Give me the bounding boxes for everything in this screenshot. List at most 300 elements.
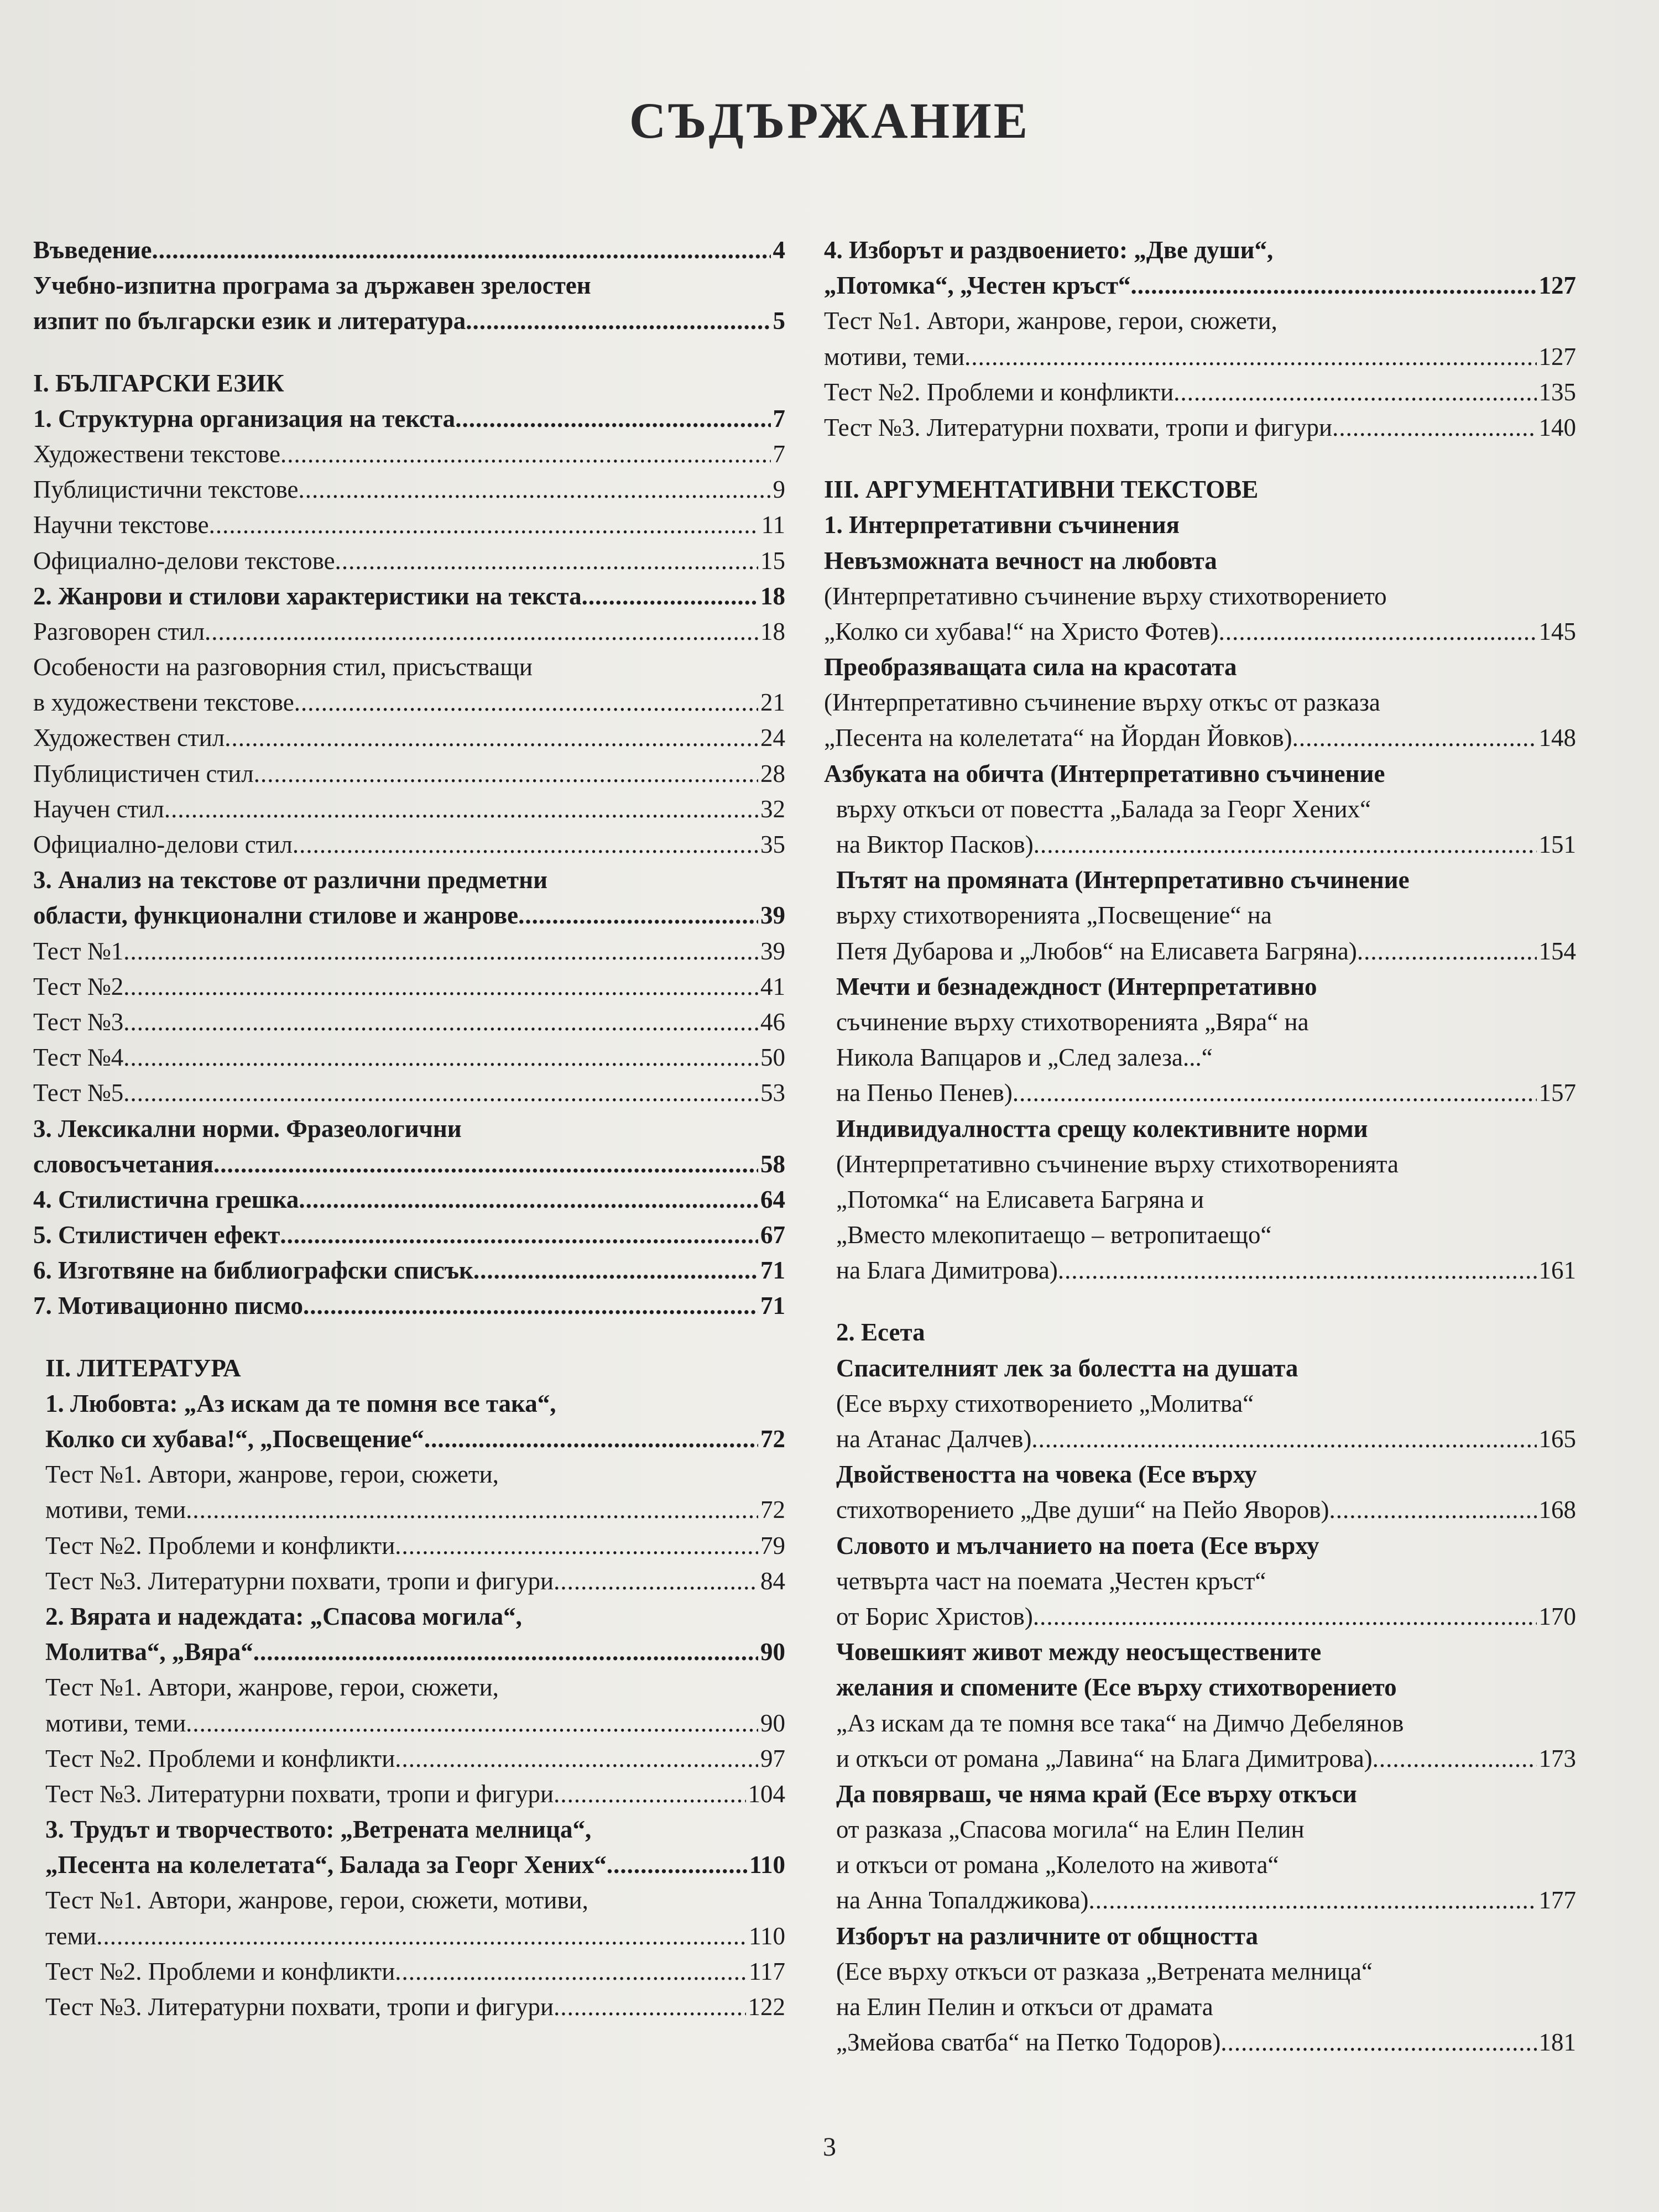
toc-entry-text: Научен стил [33,795,164,823]
toc-entry-text: (Интерпретативно съчинение върху откъс от разказа [824,688,1380,717]
toc-entry [33,614,785,649]
toc-entry [824,1217,1576,1253]
toc-entry [824,827,1576,862]
toc-entry-text: Официално-делови текстове [33,546,335,575]
toc-entry-text: на Атанас Далчев) [836,1425,1032,1453]
toc-entry [33,366,785,401]
toc-entry [33,827,785,862]
toc-entry-page: 4 [773,236,785,264]
dot-leader [280,436,771,472]
toc-column-right [824,232,1576,2060]
toc-entry [824,268,1576,303]
toc-entry-text: Преобразяващата сила на красотата [824,653,1237,681]
toc-entry-text: „Песента на колелетата“ на Йордан Йовков) [824,724,1292,752]
toc-entry-page: 181 [1538,2028,1576,2057]
toc-entry-text: на Елин Пелин и откъси от драмата [836,1993,1213,2021]
toc-entry-text: III. АРГУМЕНТАТИВНИ ТЕКСТОВЕ [824,476,1259,504]
toc-entry [33,1989,785,2025]
toc-entry-text: „Песента на колелетата“, Балада за Георг Хених“ [45,1851,607,1879]
toc-entry-text: Тест №3. Литературни похвати, тропи и фигури [45,1567,554,1595]
toc-entry-text: желания и спомените (Есе върху стихотворението [836,1673,1397,1702]
toc-entry [824,374,1576,410]
toc-entry [33,1599,785,1634]
toc-entry-text: Учебно-изпитна програма за държавен зрелостен [33,272,591,300]
toc-entry-page: 170 [1538,1602,1576,1630]
dot-leader [164,791,758,827]
dot-leader [1219,614,1537,649]
toc-entry-page: 127 [1538,272,1576,300]
toc-entry-page: 9 [773,476,785,504]
toc-entry [824,578,1576,614]
toc-entry [33,507,785,542]
toc-entry [33,969,785,1004]
dot-leader [518,898,758,933]
toc-entry-text: съчинение върху стихотворенията „Вяра“ на [836,1008,1309,1036]
dot-leader [1373,1741,1537,1776]
dot-leader [96,1918,747,1954]
toc-entry-text: „Потомка“, „Честен кръст“ [824,272,1131,300]
dot-leader [395,1741,758,1776]
dot-leader [299,1182,758,1217]
toc-entry-text: Особености на разговорния стил, присъстващи [33,653,533,681]
toc-entry [33,268,785,303]
toc-entry-text: мотиви, теми [45,1496,186,1524]
toc-entry-text: 1. Интерпретативни съчинения [824,511,1180,539]
toc-entry-page: 154 [1538,937,1576,965]
toc-entry [824,1457,1576,1492]
dot-leader [294,685,758,720]
toc-entry [33,1421,785,1457]
toc-entry [824,543,1576,578]
toc-entry-page: 110 [749,1851,785,1879]
toc-entry [824,1741,1576,1776]
toc-entry-page: 64 [760,1185,785,1213]
toc-entry [824,1040,1576,1075]
toc-entry-text: Невъзможната вечност на любовта [824,546,1217,575]
toc-entry [824,1075,1576,1110]
toc-entry-text: Словото и мълчанието на поета (Есе върху [836,1531,1319,1559]
toc-entry [824,1954,1576,1989]
dot-leader [254,756,758,791]
toc-entry-text: Тест №5 [33,1079,124,1107]
toc-entry-page: 24 [760,724,785,752]
toc-entry-text: Тест №1. Автори, жанрове, герои, сюжети, мотиви, [45,1886,588,1914]
dot-leader [303,1288,758,1323]
dot-leader [395,1528,758,1563]
toc-entry-text: 3. Трудът и творчеството: „Ветрената мелница“, [45,1815,592,1844]
dot-leader [1220,2025,1536,2060]
dot-leader [225,720,758,755]
toc-entry-page: 58 [760,1150,785,1178]
toc-entry [33,933,785,969]
toc-entry-text: „Аз искам да те помня все така“ на Димчо Дебелянов [836,1709,1404,1737]
toc-entry [824,1146,1576,1182]
toc-entry-text: Никола Вапцаров и „След залеза...“ [836,1044,1213,1072]
toc-entry [824,1705,1576,1741]
dot-leader [395,1954,747,1989]
toc-entry-text: и откъси от романа „Колелото на живота“ [836,1851,1279,1879]
toc-entry-text: Тест №2. Проблеми и конфликти [824,378,1174,406]
toc-entry-text: в художествени текстове [33,688,294,717]
toc-entry-page: 90 [760,1638,785,1666]
toc-entry-text: Художествени текстове [33,440,280,468]
toc-entry-page: 39 [760,937,785,965]
dot-leader [1058,1253,1537,1288]
toc-entry-text: 2. Есета [836,1318,925,1347]
toc-entry [824,1563,1576,1599]
toc-entry-text: II. ЛИТЕРАТУРА [45,1354,241,1382]
toc-entry-text: „Вместо млекопитаещо – ветропитаещо“ [836,1221,1272,1249]
dot-leader [1033,1599,1537,1634]
toc-entry-page: 72 [760,1425,785,1453]
dot-leader [1292,720,1537,755]
toc-entry-page: 173 [1538,1744,1576,1772]
toc-entry-page: 67 [760,1221,785,1249]
toc-entry-page: 97 [760,1744,785,1772]
toc-entry [33,1146,785,1182]
toc-entry [824,862,1576,898]
toc-entry [33,543,785,578]
toc-entry-text: Пътят на промяната (Интерпретативно съчинение [836,866,1410,894]
dot-leader [253,1634,758,1670]
dot-leader [1088,1882,1536,1918]
toc-entry-text: 3. Анализ на текстове от различни предметни [33,866,547,894]
toc-entry [824,1989,1576,2025]
toc-entry [33,1350,785,1386]
toc-entry-page: 18 [760,617,785,645]
toc-entry-page: 127 [1538,342,1576,371]
toc-entry [33,720,785,755]
toc-entry-text: „Змейова сватба“ на Петко Тодоров) [836,2028,1221,2057]
toc-entry-text: Тест №3 [33,1008,124,1036]
toc-entry-page: 71 [760,1256,785,1285]
dot-leader [554,1989,745,2025]
toc-entry-text: Мечти и безнадеждност (Интерпретативно [836,972,1317,1000]
toc-entry [33,401,785,436]
toc-entry-text: от Борис Христов) [836,1602,1033,1630]
toc-entry [824,685,1576,720]
toc-entry-page: 5 [773,307,785,335]
toc-entry-text: четвърта част на поемата „Честен кръст“ [836,1567,1266,1595]
dot-leader [582,578,758,614]
toc-entry-page: 177 [1538,1886,1576,1914]
toc-entry-text: на Виктор Пасков) [836,831,1034,858]
toc-entry-text: Художествен стил [33,724,225,752]
toc-entry-page: 15 [760,546,785,575]
toc-entry [824,933,1576,969]
toc-entry-text: 4. Стилистична грешка [33,1185,299,1213]
toc-entry [824,1314,1576,1350]
toc-entry [824,1421,1576,1457]
dot-leader [1013,1075,1537,1110]
toc-entry-text: Тест №2. Проблеми и конфликти [45,1957,395,1985]
toc-entry-text: 3. Лексикални норми. Фразеологични [33,1114,462,1142]
toc-entry [33,649,785,685]
toc-entry-text: Спасителният лек за болестта на душата [836,1354,1298,1382]
toc-entry-text: 6. Изготвяне на библиографски списък [33,1256,473,1285]
toc-entry-text: (Интерпретативно съчинение върху стихотворенията [836,1150,1399,1178]
toc-entry-page: 32 [760,795,785,823]
toc-entry [824,472,1576,507]
dot-leader [1131,268,1537,303]
toc-entry [33,1954,785,1989]
toc-entry [33,1217,785,1253]
toc-entry [824,339,1576,374]
toc-entry-text: Въведение [33,236,152,264]
toc-entry-text: Тест №1 [33,937,124,965]
toc-entry [824,649,1576,685]
toc-entry-page: 145 [1538,617,1576,645]
dot-leader [186,1492,758,1527]
toc-entry-text: Тест №3. Литературни похвати, тропи и фигури [824,413,1333,441]
toc-entry-text: на Анна Топалджикова) [836,1886,1089,1914]
toc-entry-page: 151 [1538,831,1576,858]
toc-entry-page: 7 [773,404,785,432]
toc-entry [33,1040,785,1075]
toc-entry [33,1253,785,1288]
toc-entry-page: 50 [760,1044,785,1072]
toc-entry [33,1847,785,1882]
toc-entry [33,1882,785,1918]
toc-entry [33,756,785,791]
dot-leader [123,1004,758,1040]
dot-leader [213,1146,758,1182]
toc-entry-text: Индивидуалността срещу колективните норми [836,1114,1368,1142]
toc-entry-text: върху откъси от повестта „Балада за Георг Хених“ [836,795,1371,823]
toc-entry [33,1918,785,1954]
dot-leader [152,232,771,268]
toc-entry-page: 18 [760,582,785,610]
toc-entry [33,685,785,720]
dot-leader [335,543,758,578]
toc-entry-page: 79 [760,1531,785,1559]
toc-entry [33,472,785,507]
toc-entry [33,303,785,338]
page-number: 3 [823,2132,836,2162]
toc-entry-page: 117 [749,1957,785,1985]
toc-entry [824,1350,1576,1386]
toc-entry [33,436,785,472]
toc-entry-page: 72 [760,1496,785,1524]
toc-entry [33,1288,785,1323]
toc-entry [824,410,1576,445]
toc-entry-text: Тест №2 [33,972,124,1000]
toc-entry [824,2025,1576,2060]
toc-entry-text: 1. Структурна организация на текста [33,404,456,432]
toc-entry [824,969,1576,1004]
toc-entry-text: Петя Дубарова и „Любов“ на Елисавета Багряна) [836,937,1357,965]
toc-entry [824,1182,1576,1217]
dot-leader [123,933,758,969]
toc-entry-text: Разговорен стил [33,617,205,645]
toc-entry [824,1918,1576,1954]
toc-entry [33,1386,785,1421]
toc-entry-text: Научни текстове [33,511,209,539]
toc-entry [33,232,785,268]
toc-entry [824,1386,1576,1421]
toc-entry-text: „Колко си хубава!“ на Христо Фотев) [824,617,1219,645]
toc-entry [33,1457,785,1492]
toc-entry-text: Двойствеността на човека (Есе върху [836,1460,1257,1489]
dot-leader [473,1253,758,1288]
dot-leader [1357,933,1537,969]
toc-entry-text: 7. Мотивационно писмо [33,1292,303,1320]
toc-entry [33,791,785,827]
toc-entry-page: 168 [1538,1496,1576,1524]
toc-entry-page: 161 [1538,1256,1576,1285]
toc-entry-page: 148 [1538,724,1576,752]
dot-leader [209,507,759,542]
dot-leader [205,614,758,649]
toc-entry-page: 11 [761,511,785,539]
toc-entry-page: 7 [773,440,785,468]
toc-entry-page: 53 [760,1079,785,1107]
toc-entry-text: Тест №4 [33,1044,124,1072]
toc-entry-text: мотиви, теми [45,1709,186,1737]
page-title: СЪДЪРЖАНИЕ [629,92,1030,149]
toc-entry-text: Тест №3. Литературни похвати, тропи и фигури [45,1780,554,1808]
toc-entry-page: 71 [760,1292,785,1320]
toc-entry [824,1812,1576,1847]
toc-entry-text: 4. Изборът и раздвоението: „Две души“, [824,236,1274,264]
toc-entry [33,1634,785,1670]
toc-entry [824,1882,1576,1918]
toc-entry [824,1492,1576,1527]
toc-entry-page: 28 [760,759,785,787]
toc-entry-text: мотиви, теми [824,342,965,371]
dot-leader [299,472,771,507]
toc-entry [824,303,1576,338]
toc-entry-text: теми [45,1922,97,1950]
toc-entry-page: 157 [1538,1079,1576,1107]
toc-entry-text: стихотворението „Две души“ на Пейо Яворов) [836,1496,1329,1524]
toc-entry-page: 122 [748,1993,785,2021]
toc-entry-text: области, функционални стилове и жанрове [33,901,519,930]
dot-leader [1031,1421,1536,1457]
toc-entry [824,232,1576,268]
toc-entry-text: Азбуката на обичта (Интерпретативно съчинение [824,759,1385,787]
toc-entry [824,1253,1576,1288]
dot-leader [280,1217,758,1253]
toc-entry [33,898,785,933]
toc-entry [824,614,1576,649]
toc-entry-text: изпит по български език и литература [33,307,466,335]
toc-entry [824,1111,1576,1146]
toc-entry-text: 2. Жанрови и стилови характеристики на текста [33,582,582,610]
toc-entry-page: 110 [749,1922,785,1950]
dot-leader [1329,1492,1536,1527]
toc-entry [824,898,1576,933]
toc-entry [33,1182,785,1217]
toc-entry [824,756,1576,791]
toc-entry-text: от разказа „Спасова могила“ на Елин Пелин [836,1815,1305,1844]
dot-leader [554,1776,745,1812]
dot-leader [123,969,758,1004]
dot-leader [466,303,770,338]
toc-entry [824,1528,1576,1563]
dot-leader [1332,410,1536,445]
toc-entry [824,791,1576,827]
dot-leader [554,1563,758,1599]
dot-leader [607,1847,747,1882]
dot-leader [123,1075,758,1110]
toc-entry-text: Тест №1. Автори, жанрове, герои, сюжети, [45,1673,499,1702]
toc-entry-text: 2. Вярата и надеждата: „Спасова могила“, [45,1602,522,1630]
toc-entry-text: 1. Любовта: „Аз искам да те помня все така“, [45,1389,556,1417]
dot-leader [424,1421,758,1457]
toc-column-left [33,232,785,2025]
toc-entry-text: Тест №3. Литературни похвати, тропи и фигури [45,1993,554,2021]
dot-leader [1034,827,1537,862]
toc-entry [33,578,785,614]
toc-entry-text: (Есе върху стихотворението „Молитва“ [836,1389,1254,1417]
toc-entry-text: Човешкият живот между неосъществените [836,1638,1322,1666]
toc-entry [824,1776,1576,1812]
toc-entry-text: на Пеньо Пенев) [836,1079,1013,1107]
toc-entry-page: 46 [760,1008,785,1036]
toc-entry-page: 41 [760,972,785,1000]
toc-entry-page: 21 [760,688,785,717]
dot-leader [293,827,758,862]
toc-entry [33,1004,785,1040]
toc-entry [33,1563,785,1599]
toc-entry [33,1492,785,1527]
toc-entry-text: на Блага Димитрова) [836,1256,1058,1285]
toc-entry [33,1528,785,1563]
toc-entry-page: 39 [760,901,785,930]
toc-entry-text: Молитва“, „Вяра“ [45,1638,253,1666]
toc-entry [824,1634,1576,1670]
toc-entry [33,1111,785,1146]
toc-entry-text: словосъчетания [33,1150,214,1178]
toc-entry [824,1599,1576,1634]
toc-entry-text: Официално-делови стил [33,831,293,858]
toc-entry-text: Тест №2. Проблеми и конфликти [45,1531,395,1559]
toc-entry-text: „Потомка“ на Елисавета Багряна и [836,1185,1204,1213]
toc-entry-text: I. БЪЛГАРСКИ ЕЗИК [33,369,284,397]
toc-entry-text: Публицистични текстове [33,476,299,504]
toc-entry-text: Тест №1. Автори, жанрове, герои, сюжети, [45,1460,499,1489]
toc-entry-text: (Интерпретативно съчинение върху стихотворението [824,582,1387,610]
toc-entry-text: Колко си хубава!“, „Посвещение“ [45,1425,424,1453]
toc-entry-page: 35 [760,831,785,858]
toc-entry-page: 104 [748,1780,785,1808]
toc-entry-page: 135 [1538,378,1576,406]
toc-entry-text: Тест №1. Автори, жанрове, герои, сюжети, [824,307,1277,335]
toc-entry-page: 165 [1538,1425,1576,1453]
toc-entry [824,507,1576,542]
toc-entry-text: върху стихотворенията „Посвещение“ на [836,901,1272,930]
toc-entry [33,1670,785,1705]
dot-leader [1173,374,1536,410]
toc-entry-page: 84 [760,1567,785,1595]
toc-entry-page: 140 [1538,413,1576,441]
toc-entry-text: Публицистичен стил [33,759,254,787]
dot-leader [455,401,770,436]
toc-entry-text: и откъси от романа „Лавина“ на Блага Димитрова) [836,1744,1373,1772]
toc-entry [33,1705,785,1741]
dot-leader [964,339,1536,374]
toc-entry-text: (Есе върху откъси от разказа „Ветрената мелница“ [836,1957,1373,1985]
toc-entry [33,1741,785,1776]
toc-entry [824,1004,1576,1040]
toc-entry-text: Да повярваш, че няма край (Есе върху откъси [836,1780,1357,1808]
toc-entry-page: 90 [760,1709,785,1737]
toc-entry [33,1776,785,1812]
dot-leader [123,1040,758,1075]
toc-entry [33,1812,785,1847]
toc-entry [33,1075,785,1110]
